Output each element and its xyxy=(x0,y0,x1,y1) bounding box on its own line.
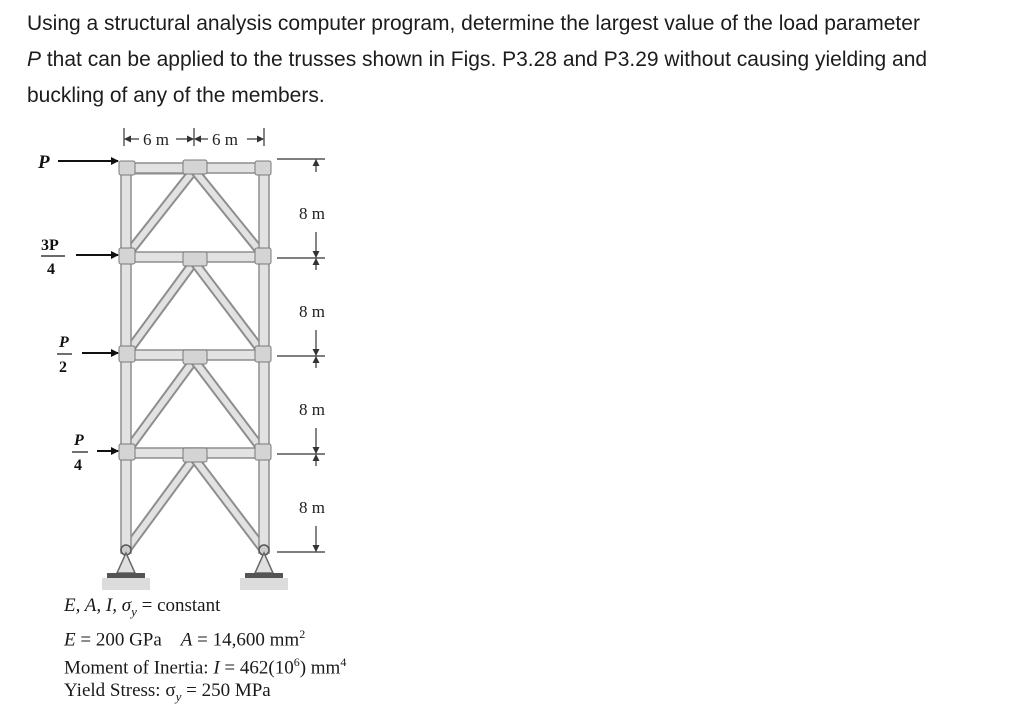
joint-plate xyxy=(119,248,135,264)
properties-line-1: E, A, I, $\sigma_y$ = constant xyxy=(64,595,221,619)
right-dimension-labels xyxy=(299,204,325,517)
diagonal-member xyxy=(194,170,263,255)
diagonal-member xyxy=(194,360,263,451)
diagonal-member xyxy=(194,262,263,353)
joint-plate xyxy=(183,160,207,174)
diagonal-member xyxy=(127,360,194,451)
joint-plate xyxy=(119,346,135,362)
load-arrows xyxy=(58,161,118,451)
joint-plate xyxy=(183,448,207,462)
load-label-num: 3P xyxy=(41,237,59,254)
problem-line-3: buckling of any of the members. xyxy=(27,84,325,107)
load-label-top: P xyxy=(38,152,50,173)
joint-plate xyxy=(183,252,207,266)
pin-support-left xyxy=(102,545,150,590)
load-label-num: P xyxy=(74,432,84,449)
diagonal-member xyxy=(127,262,194,353)
load-parameter-var: P xyxy=(27,48,42,71)
load-label-den: 4 xyxy=(74,457,82,474)
dim-label-height: 8 m xyxy=(299,204,325,223)
properties-line-4: Yield Stress: $\sigma_y = 250$ MPa xyxy=(64,680,271,705)
load-labels xyxy=(37,152,88,474)
dim-label-height: 8 m xyxy=(299,302,325,321)
problem-line-2-text: that can be applied to the trusses shown in Figs. P3.28 and P3.29 without causing yielding and xyxy=(41,48,928,71)
joint-plate xyxy=(255,248,271,264)
pin-supports xyxy=(102,545,288,590)
joint-plate xyxy=(119,161,135,175)
properties-line-3: Moment of Inertia: $I = 462(10^6)$ $mm^4$ xyxy=(64,655,347,679)
diagonal-member xyxy=(194,458,263,549)
joint-plates xyxy=(119,160,271,462)
joint-plate xyxy=(119,444,135,460)
dim-label-width: 6 m xyxy=(212,130,238,149)
diagonal-member xyxy=(127,170,194,255)
load-label-num: P xyxy=(59,334,69,351)
joint-plate xyxy=(255,444,271,460)
problem-line-1: Using a structural analysis computer program, determine the largest value of the load parameter xyxy=(27,12,920,35)
properties-line-2: E = 200 GPa A = 14,600 $mm^2$ xyxy=(64,626,306,651)
joint-plate xyxy=(255,346,271,362)
horizontal-members xyxy=(121,163,269,458)
dim-label-height: 8 m xyxy=(299,498,325,517)
load-label-den: 4 xyxy=(47,261,55,278)
dim-label-width: 6 m xyxy=(143,130,169,149)
diagonal-member xyxy=(127,458,194,549)
member-properties xyxy=(64,594,346,708)
dim-label-height: 8 m xyxy=(299,400,325,419)
joint-plate xyxy=(255,161,271,175)
joint-plate xyxy=(183,350,207,364)
load-label-den: 2 xyxy=(59,359,67,376)
